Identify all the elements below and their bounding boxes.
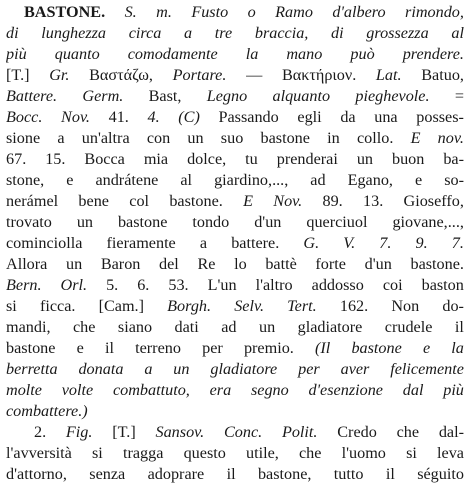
note-word: dal — [402, 381, 424, 399]
quote-word: si — [92, 444, 103, 462]
definition-word: d'albero — [332, 3, 386, 21]
quote-word: un'altra — [81, 129, 130, 147]
note-word: volte — [61, 381, 94, 399]
language-label: Germ. — [82, 87, 124, 105]
gloss: Battere. — [6, 87, 58, 105]
entry-line-22 — [6, 443, 464, 464]
quote-word: Egano, — [347, 171, 393, 189]
quote-word: bastone — [260, 129, 310, 147]
quote-word: in — [327, 129, 340, 147]
quote-word: del — [159, 255, 179, 273]
quote-word: e — [66, 171, 74, 189]
citation-ref: 9. — [415, 234, 428, 252]
entry-line-5 — [6, 86, 464, 107]
quote-word: il — [454, 318, 464, 336]
citation-source: G. — [303, 234, 320, 252]
quote-word: che — [298, 444, 322, 462]
citation-ref: 6. — [137, 276, 150, 294]
note-word: bastone — [351, 339, 402, 357]
quote-word: da — [340, 108, 356, 126]
entry-line-4 — [6, 65, 464, 86]
quote-word: gladiatore — [297, 318, 363, 336]
citation-source: Selv. — [234, 297, 265, 315]
language-label: Lat. — [375, 66, 402, 84]
quote-word: stone, — [6, 171, 45, 189]
quote-word: giovane,..., — [392, 213, 464, 231]
citation-source: E — [410, 129, 421, 147]
note-word: berretta — [6, 360, 58, 378]
quote-word: bastone, — [257, 465, 312, 483]
entry-line-11 — [6, 212, 464, 233]
entry-line-12 — [6, 233, 464, 254]
quote-word: L'un — [207, 276, 237, 294]
gloss: Legno — [206, 87, 248, 105]
quote-word: andrátene — [95, 171, 159, 189]
quote-word: dati — [174, 318, 199, 336]
entry-line-18 — [6, 359, 464, 380]
definition-word: più — [6, 45, 27, 63]
quote-word: che — [72, 318, 96, 336]
citation-ref: 5. — [106, 276, 119, 294]
grammar-label: S. — [124, 3, 137, 21]
note-word: donata — [78, 360, 124, 378]
definition-word: di — [6, 24, 19, 42]
definition-word: o — [247, 3, 256, 21]
quote-word: Non — [391, 297, 420, 315]
grammar-label: m. — [156, 3, 172, 21]
entry-line-23 — [6, 464, 464, 485]
quote-word: dolce, — [187, 150, 227, 168]
entry-line-1 — [6, 2, 464, 23]
quote-word: l'uomo — [341, 444, 386, 462]
quote-word: bastone — [117, 213, 168, 231]
quote-word: un — [66, 255, 83, 273]
gloss: Portare. — [172, 66, 227, 84]
quote-word: il — [226, 465, 236, 483]
citation-source: Sansov. — [155, 423, 205, 441]
definition-word: lunghezza — [41, 24, 107, 42]
quote-word: Re — [197, 255, 216, 273]
quote-word: bastone. — [410, 255, 464, 273]
note-word: un — [173, 360, 190, 378]
citation-source: Nov. — [61, 108, 90, 126]
quote-word: so- — [444, 171, 464, 189]
definition-word: a — [184, 24, 193, 42]
quote-word: Passando — [218, 108, 279, 126]
quote-word: questo — [183, 444, 226, 462]
quote-word: al — [180, 171, 193, 189]
quote-word: tragga — [122, 444, 164, 462]
citation-ref: 15. — [45, 150, 66, 168]
note-word: aver — [340, 360, 370, 378]
language-label: Gr. — [49, 66, 70, 84]
quote-word: battè — [265, 255, 297, 273]
definition-word: la — [245, 45, 259, 63]
section-mark: = — [454, 87, 464, 105]
entry-line-2 — [6, 23, 464, 44]
citation-ref: 13. — [363, 192, 384, 210]
quote-word: d'un — [364, 255, 392, 273]
quote-word: adoprare — [147, 465, 205, 483]
quote-word: a — [57, 129, 65, 147]
definition-word: comodamente — [127, 45, 218, 63]
sense-label: Fig. — [65, 423, 93, 441]
quote-word: ad — [221, 318, 237, 336]
quote-word: dal- — [438, 423, 464, 441]
definition-word: Ramo — [275, 3, 313, 21]
quote-word: ad — [310, 171, 326, 189]
quote-word: a — [199, 234, 208, 252]
quote-word: addosso — [311, 276, 364, 294]
citation-source: Tert. — [287, 297, 317, 315]
note-word: segno — [250, 381, 289, 399]
quote-word: Gioseffo, — [403, 192, 464, 210]
entry-line-20 — [6, 401, 464, 422]
note-word: felicemente — [390, 360, 464, 378]
citation-source: Borgh. — [167, 297, 212, 315]
quote-word: un — [76, 213, 93, 231]
quote-word: una — [374, 108, 398, 126]
entry-line-13 — [6, 254, 464, 275]
quote-word: giardino,..., — [214, 171, 289, 189]
quote-word: il — [385, 465, 395, 483]
entry-line-15 — [6, 296, 464, 317]
quote-word: crudele — [384, 318, 433, 336]
quote-word: séguito — [417, 465, 464, 483]
etymon-latin: Batuo, — [421, 66, 464, 84]
quote-word: che — [396, 423, 420, 441]
entry-line-17 — [6, 338, 464, 359]
note-word: combattuto, — [112, 381, 190, 399]
citation-source: Orl. — [60, 276, 88, 294]
crusca-mark: (C) — [178, 108, 200, 126]
quote-word: tondo — [192, 213, 230, 231]
quote-word: e — [76, 339, 84, 357]
quote-word: lo — [234, 255, 247, 273]
note-word: per — [298, 360, 320, 378]
entry-line-16 — [6, 317, 464, 338]
quote-word: mandi, — [6, 318, 51, 336]
citation-ref: 7. — [379, 234, 392, 252]
citation-ref: 53. — [168, 276, 189, 294]
quote-word: Credo — [337, 423, 377, 441]
citation-ref: 89. — [322, 192, 343, 210]
entry-line-8 — [6, 149, 464, 170]
quote-word: terreno — [135, 339, 181, 357]
quote-word: Baron — [100, 255, 141, 273]
quote-word: l'altro — [255, 276, 293, 294]
quote-word: battere. — [231, 234, 280, 252]
entry-line-19 — [6, 380, 464, 401]
quote-word: bastone. — [169, 192, 223, 210]
editor-mark: [Cam.] — [98, 297, 144, 315]
quote-word: Bocca — [84, 150, 125, 168]
citation-ref: 7. — [451, 234, 464, 252]
citation-source: Nov. — [273, 192, 303, 210]
quote-word: prenderai — [276, 150, 338, 168]
quote-word: ba- — [443, 150, 464, 168]
etymon-greek: Βακτήριον. — [281, 66, 357, 84]
definition-word: di — [331, 24, 344, 42]
entry-line-21 — [6, 422, 464, 443]
definition-word: Fusto — [191, 3, 229, 21]
note-word: molte — [6, 381, 42, 399]
quote-word: cominciolla — [6, 234, 83, 252]
definition-word: circa — [128, 24, 162, 42]
entry-line-3 — [6, 44, 464, 65]
quote-word: suo — [220, 129, 244, 147]
citation-source: Bocc. — [6, 108, 43, 126]
quote-word: nerámel — [6, 192, 59, 210]
definition-word: grossezza — [366, 24, 429, 42]
quote-word: tutto — [333, 465, 364, 483]
entry-line-9 — [6, 170, 464, 191]
note-word: e — [422, 339, 431, 357]
definition-word: quanto — [54, 45, 100, 63]
definition-word: prendere. — [402, 45, 464, 63]
citation-ref: 67. — [6, 150, 27, 168]
quote-word: do- — [442, 297, 464, 315]
quote-word: per — [202, 339, 223, 357]
note-word: più — [443, 381, 464, 399]
definition-word: può — [350, 45, 375, 63]
quote-word: premio. — [243, 339, 294, 357]
quote-word: d'attorno, — [6, 465, 67, 483]
quote-word: senza — [89, 465, 126, 483]
quote-word: l'avversità — [6, 444, 72, 462]
note-word: la — [451, 339, 464, 357]
quote-word: Allora — [6, 255, 48, 273]
gloss: pieghevole. — [355, 87, 430, 105]
quote-word: il — [104, 339, 114, 357]
quote-word: utile, — [246, 444, 279, 462]
definition-word: braccia, — [254, 24, 309, 42]
entry-line-14 — [6, 275, 464, 296]
quote-word: posses- — [416, 108, 464, 126]
quote-word: collo. — [356, 129, 394, 147]
quote-word: con — [146, 129, 171, 147]
quote-word: un — [356, 150, 373, 168]
quote-word: mia — [143, 150, 169, 168]
quote-word: tu — [245, 150, 258, 168]
definition-word: al — [451, 24, 464, 42]
gloss: alquanto — [272, 87, 331, 105]
definition-word: rimondo, — [405, 3, 464, 21]
quote-word: e — [415, 171, 423, 189]
note-word: (Il — [315, 339, 331, 357]
sense-number: 2. — [34, 423, 47, 441]
quote-word: un — [258, 318, 276, 336]
quote-word: si — [6, 297, 17, 315]
quote-word: fieramente — [106, 234, 176, 252]
quote-word: baston — [421, 276, 464, 294]
etymon-greek: Βαστάζω, — [89, 66, 153, 84]
quote-word: si — [406, 444, 417, 462]
citation-source: V. — [343, 234, 356, 252]
entry-line-6 — [6, 107, 464, 128]
note-word: era — [209, 381, 232, 399]
dash: — — [246, 66, 263, 84]
headword: BASTONE. — [24, 3, 106, 21]
definition-word: tre — [214, 24, 233, 42]
citation-ref: 4. — [147, 108, 160, 126]
quote-word: sione — [6, 129, 41, 147]
quote-word: querciuol — [306, 213, 368, 231]
quote-word: forte — [315, 255, 346, 273]
entry-line-10 — [6, 191, 464, 212]
definition-word: mano — [286, 45, 323, 63]
editor-mark: [T.] — [112, 423, 136, 441]
quote-word: siano — [117, 318, 153, 336]
note-word: a — [144, 360, 153, 378]
quote-word: d'un — [254, 213, 282, 231]
citation-source: Bern. — [6, 276, 42, 294]
quote-word: bastone — [6, 339, 56, 357]
editor-mark: [T.] — [6, 66, 30, 84]
citation-source: E — [243, 192, 253, 210]
quote-word: leva — [437, 444, 464, 462]
citation-source: Polit. — [281, 423, 318, 441]
note-word: d'esenzione — [308, 381, 383, 399]
citation-ref: 41. — [108, 108, 129, 126]
quote-word: ficca. — [39, 297, 76, 315]
etymon-german: Bast, — [148, 87, 182, 105]
note-word: combattere.) — [6, 402, 88, 420]
quote-word: trovato — [6, 213, 52, 231]
quote-word: bene — [78, 192, 109, 210]
quote-word: col — [129, 192, 150, 210]
quote-word: un — [187, 129, 204, 147]
citation-ref: 162. — [339, 297, 369, 315]
quote-word: egli — [297, 108, 322, 126]
citation-source: Conc. — [223, 423, 263, 441]
quote-word: buon — [391, 150, 425, 168]
entry-line-7 — [6, 128, 464, 149]
note-word: gladiatore — [210, 360, 278, 378]
citation-source: nov. — [437, 129, 464, 147]
quote-word: coi — [382, 276, 403, 294]
